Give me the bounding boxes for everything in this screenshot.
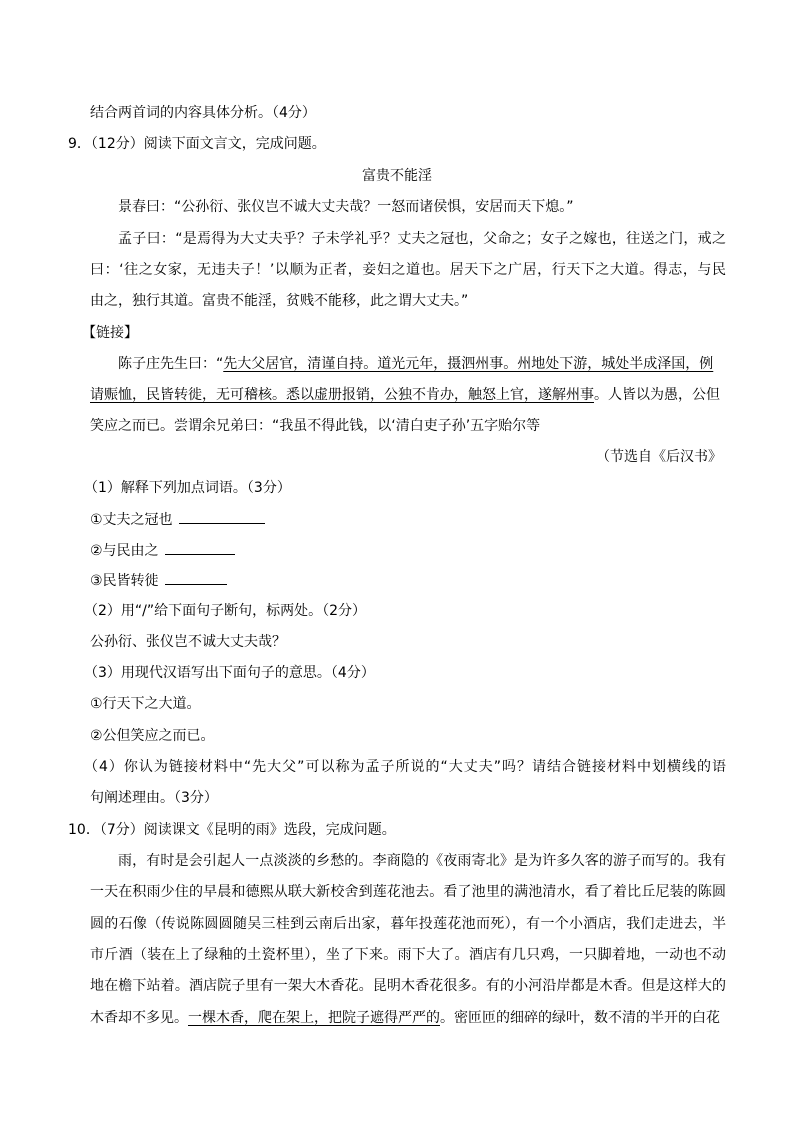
excerpt-line-5: 地在檐下站着。酒店院子里有一架大木香花。昆明木香花很多。有的小河沿岸都是木香。但是这样大的 [90, 978, 726, 994]
passage-paragraph-2-line-2: 曰：‘往之女家，无违夫子！’以顺为正者，妾妇之道也。居天下之广居，行天下之大道。得志，与民 [90, 262, 726, 278]
sub-question-1b [90, 540, 726, 561]
passage-title: 富贵不能淫 [362, 168, 432, 184]
link-text: 陈子庄先生曰：“ [118, 356, 224, 372]
excerpt-line-3: 圆的石像（传说陈圆圆随吴三桂到云南后出家，暮年投莲花池而死），有一个小酒店，我们走进去，半 [90, 916, 726, 932]
link-paragraph-line-3: 笑应之而已。尝谓余兄弟曰：“我虽不得此钱，以‘清白吏子孙’五字贻尔等 [90, 418, 541, 434]
excerpt-line-6 [90, 1008, 726, 1028]
sub-question-1a [90, 509, 726, 530]
link-text: 。人皆以为愚，公但 [594, 387, 720, 403]
excerpt-text: 。密匝匝的细碎的绿叶，数不清的半开的白花 [440, 1010, 720, 1026]
sub-question-4-line-1: （4）你认为链接材料中“先大父”可以称为孟子所说的“大丈夫”吗？请结合链接材料中划横线的语 [84, 759, 726, 775]
sub-question-3: （3）用现代汉语写出下面句子的意思。（4分） [84, 665, 375, 681]
passage-paragraph-1: 景春曰：“公孙衍、张仪岂不诚大丈夫哉？一怒而诸侯惧，安居而天下熄。” [118, 199, 574, 215]
prompt: ①丈夫之冠也 [90, 512, 173, 528]
sub-question-2: （2）用“/”给下面句子断句，标两处。（2分） [84, 603, 367, 619]
sub-question-3a: ①行天下之大道。 [90, 696, 201, 712]
source-citation: （节选自《后汉书》 [596, 449, 722, 465]
excerpt-line-4: 市斤酒（装在上了绿釉的土瓷杯里），坐了下来。雨下大了。酒店有几只鸡，一只脚着地，一动也不动 [90, 947, 726, 963]
answer-blank[interactable] [165, 540, 235, 555]
sub-question-1c [90, 570, 726, 591]
underlined-text: 一棵木香，爬在架上，把院子遮得严严的 [188, 1010, 440, 1026]
prompt: ②与民由之 [90, 543, 159, 559]
question-10-title: 10．（7分）阅读课文《昆明的雨》选段，完成问题。 [68, 822, 396, 838]
sub-question-2-sentence: 公孙衍、张仪岂不诚大丈夫哉？ [90, 634, 286, 650]
sub-question-3b: ②公但笑应之而已。 [90, 728, 215, 744]
excerpt-line-2: 一天在积雨少住的早晨和德熙从联大新校舍到莲花池去。看了池里的满池清水，看了着比丘尼装的陈圆 [90, 884, 726, 900]
passage-paragraph-2-line-1: 孟子曰：“是焉得为大丈夫乎？子未学礼乎？丈夫之冠也，父命之；女子之嫁也，往送之门，戒之 [118, 231, 726, 247]
answer-blank[interactable] [165, 570, 227, 585]
question-9-title: 9．（12分）阅读下面文言文，完成问题。 [68, 136, 326, 152]
underlined-text: 先大父居官，清谨自持。道光元年，摄泗州事。州地处下游，城处半成泽国，例 [223, 356, 714, 372]
sub-question-4-line-2: 句阐述理由。（3分） [90, 790, 218, 806]
link-paragraph-line-2 [90, 385, 726, 405]
sub-question-1: （1）解释下列加点词语。（3分） [84, 480, 291, 496]
underlined-text: 请赈恤，民皆转徙，无可稽核。悉以虚册报销，公独不肯办，触怒上官，遂解州事 [90, 387, 594, 403]
answer-blank[interactable] [179, 509, 265, 524]
prompt: ③民皆转徙 [90, 573, 159, 589]
excerpt-text: 木香却不多见。 [90, 1010, 188, 1026]
link-paragraph-line-1 [118, 354, 726, 374]
previous-question-tail: 结合两首词的内容具体分析。（4分） [90, 105, 316, 121]
passage-paragraph-2-line-3: 由之，独行其道。富贵不能淫，贫贱不能移，此之谓大丈夫。” [90, 293, 469, 309]
link-heading: 【链接】 [82, 325, 138, 341]
excerpt-line-1: 雨，有时是会引起人一点淡淡的乡愁的。李商隐的《夜雨寄北》是为许多久客的游子而写的。我有 [118, 853, 726, 869]
